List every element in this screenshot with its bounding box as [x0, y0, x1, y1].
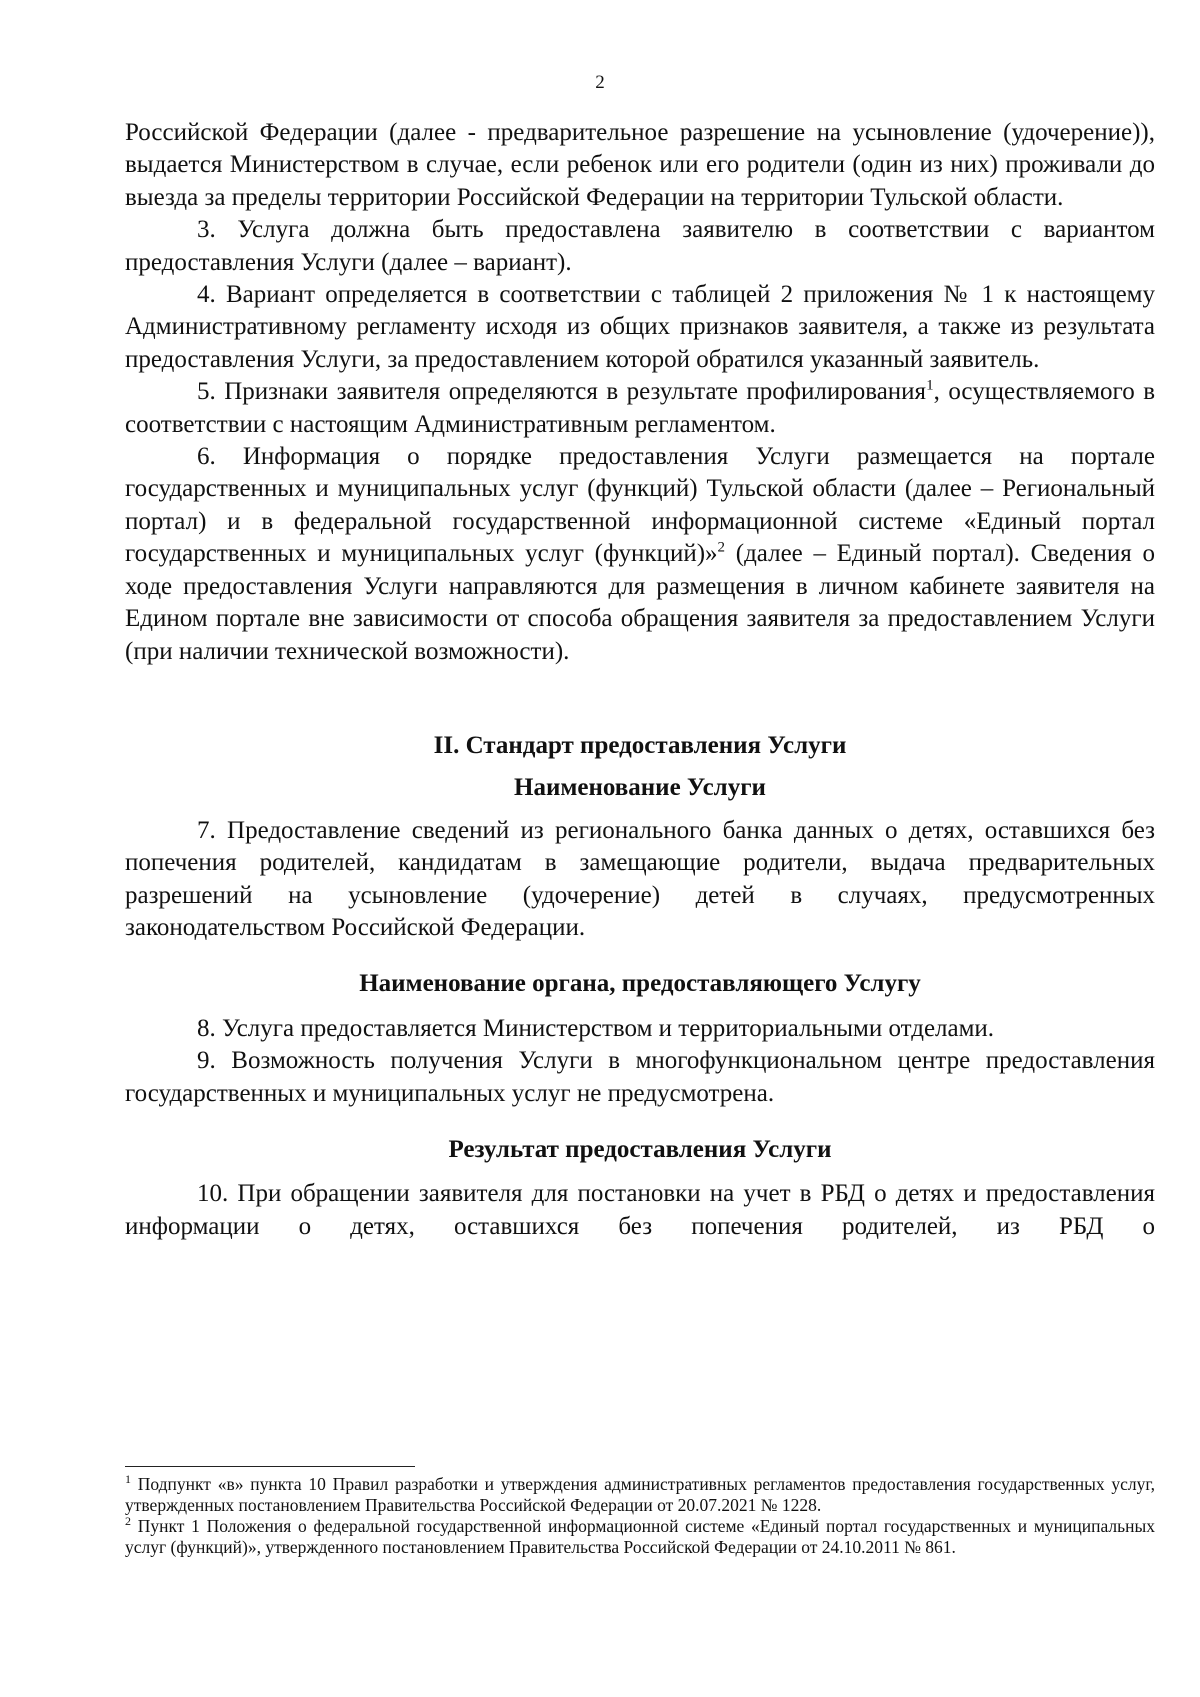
footnote-separator [125, 1466, 415, 1467]
footnote-2 [125, 1516, 1155, 1558]
document-body [125, 117, 1155, 1243]
subheading-service-name: Наименование Услуги [514, 774, 766, 802]
paragraph-10: 10. При обращении заявителя для постановки на учет в РБД о детях и предоставления информации о детях, оставшихся без попечения родителей, из РБД о [125, 1180, 1155, 1240]
paragraph-5 [125, 376, 1155, 441]
footnote-text: Подпункт «в» пункта 10 Правил разработки и утверждения административных регламентов предоставления государственных услуг, утвержденных постановлением Правительства Российской Федерации от 20.07.2021 № 1228. [125, 1474, 1155, 1515]
footnote-ref-1: 1 [926, 377, 934, 394]
paragraph-6 [125, 441, 1155, 668]
paragraph-5-text-b: , осуществляемого в соответствии с настоящим Административным регламентом. [125, 378, 1155, 438]
paragraph-4: 4. Вариант определяется в соответствии с таблицей 2 приложения № 1 к настоящему Административному регламенту исходя из общих признаков заявителя, а также из результата предоставления Услуги, за предоставлением которой обратился указанный заявитель. [125, 281, 1155, 373]
paragraph-6-text-a: 6. Информация о порядке предоставления Услуги размещается на портале государственных и муниципальных услуг (функций) Тульской области (далее – Региональный портал) и в федеральной государственной информационной системе «Единый портал государственных и муниципальных услуг (функций)» [125, 443, 1155, 568]
paragraph-3: 3. Услуга должна быть предоставлена заявителю в соответствии с вариантом предоставления Услуги (далее – вариант). [125, 216, 1155, 276]
paragraph-continued: Российской Федерации (далее - предварительное разрешение на усыновление (удочерение)), выдается Министерством в случае, если ребенок или его родители (один из них) проживали до выезда за пределы территории Российской Федерации на территории Тульской области. [125, 119, 1155, 211]
footnote-ref-2: 2 [717, 539, 726, 556]
footnote-mark: 1 [125, 1472, 131, 1487]
subheading-result: Результат предоставления Услуги [448, 1135, 832, 1163]
paragraph-8: 8. Услуга предоставляется Министерством и территориальными отделами. [197, 1014, 995, 1042]
paragraph-7: 7. Предоставление сведений из регионального банка данных о детях, оставшихся без попечения родителей, кандидатам в замещающие родители, выдача предварительных разрешений на усыновление (удочерение) детей в случаях, предусмотренных законодательством Российской Федерации. [125, 816, 1155, 941]
section-heading: II. Стандарт предоставления Услуги [433, 731, 847, 759]
paragraph-6-text-b: (далее – Единый портал). Сведения о ходе предоставления Услуги направляются для размещения в личном кабинете заявителя на Едином портале вне зависимости от способа обращения заявителя за предоставлением Услуги (при наличии технической возможности). [125, 540, 1155, 665]
footnote-text: Пункт 1 Положения о федеральной государственной информационной системе «Единый портал государственных и муниципальных услуг (функций)», утвержденного постановлением Правительства Российской Федерации от 24.10.2011 № 861. [125, 1516, 1155, 1557]
footnotes [125, 1474, 1155, 1558]
footnote-1 [125, 1474, 1155, 1516]
paragraph-5-text-a: 5. Признаки заявителя определяются в результате профилирования [197, 378, 927, 406]
paragraph-9: 9. Возможность получения Услуги в многофункциональном центре предоставления государственных и муниципальных услуг не предусмотрена. [125, 1047, 1155, 1107]
subheading-organ-name: Наименование органа, предоставляющего Услугу [359, 970, 921, 998]
page-number: 2 [595, 72, 605, 93]
footnote-mark: 2 [125, 1514, 131, 1529]
